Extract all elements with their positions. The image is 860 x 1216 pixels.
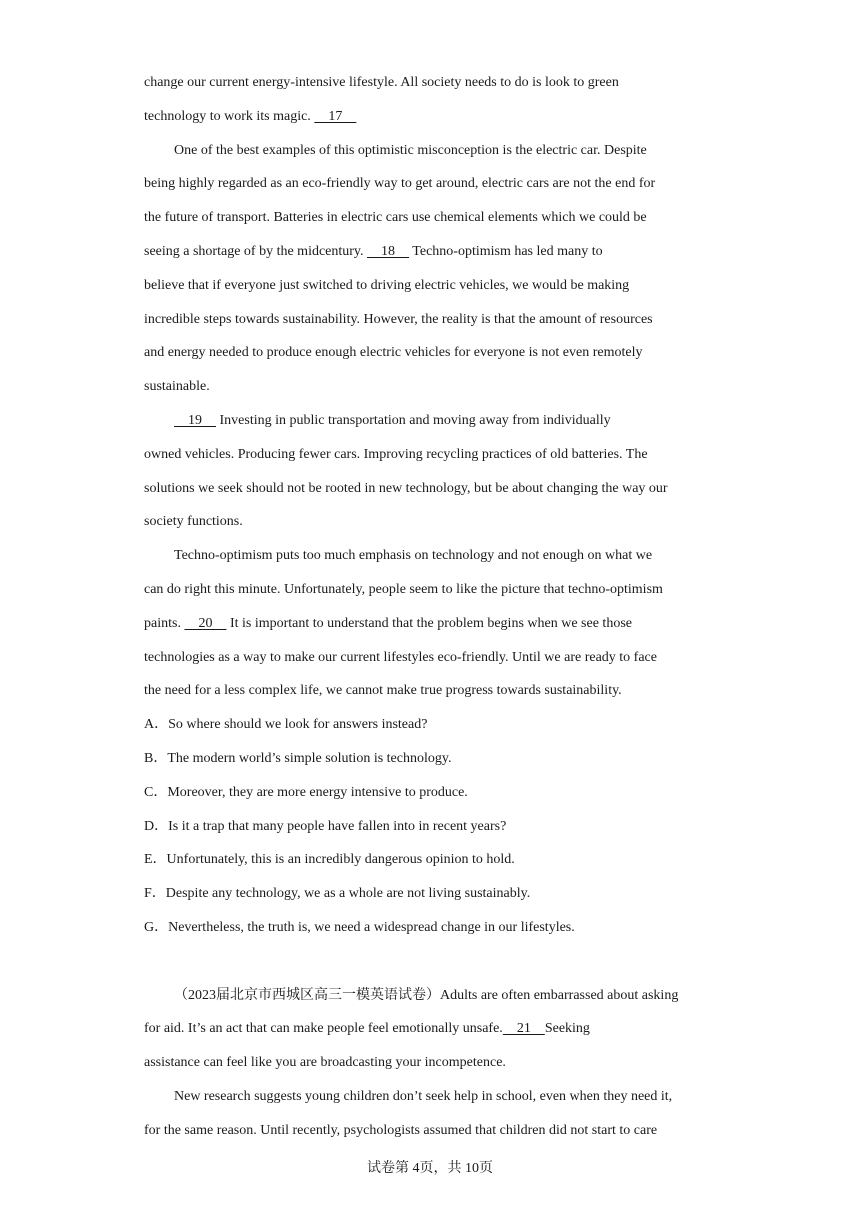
text-line: owned vehicles. Producing fewer cars. Improving recycling practices of old batteries. The (144, 446, 648, 462)
text-line: the need for a less complex life, we cannot make true progress towards sustainability. (144, 683, 622, 699)
blank-19: 19 (174, 412, 216, 428)
text-line: and energy needed to produce enough electric vehicles for everyone is not even remotely (144, 345, 643, 361)
text-line: change our current energy-intensive lifestyle. All society needs to do is look to green (144, 75, 619, 90)
text-segment: Seeking (544, 1021, 590, 1037)
text-segment: technology to work its magic. (144, 108, 315, 124)
text-line: can do right this minute. Unfortunately, people seem to like the picture that techno-optimism (144, 581, 663, 597)
option-g: G．Nevertheless, the truth is, we need a widespread change in our lifestyles. (144, 919, 575, 935)
section-gap (144, 945, 720, 979)
text-line: New research suggests young children don’t seek help in school, even when they need it, (174, 1088, 673, 1104)
text-line: incredible steps towards sustainability. However, the reality is that the amount of resources (144, 311, 653, 327)
option-f: F．Despite any technology, we as a whole are not living sustainably. (144, 886, 531, 902)
option-a: A．So where should we look for answers instead? (144, 717, 428, 733)
text-segment: seeing a shortage of by the midcentury. (144, 243, 368, 259)
text-line: believe that if everyone just switched to driving electric vehicles, we would be making (144, 277, 630, 293)
text-line (144, 235, 720, 269)
text-line: （2023届北京市西城区高三一模英语试卷）Adults are often embarrassed about asking (174, 987, 679, 1003)
option-e: E．Unfortunately, this is an incredibly dangerous opinion to hold. (144, 852, 515, 868)
text-line (144, 100, 720, 134)
text-line: for the same reason. Until recently, psychologists assumed that children did not start to care (144, 1122, 658, 1138)
text-segment: Investing in public transportation and moving away from individually (216, 412, 611, 428)
text-line: sustainable. (144, 379, 210, 395)
text-line: One of the best examples of this optimistic misconception is the electric car. Despite (174, 142, 647, 158)
blank-17: 17 (314, 108, 357, 124)
page-footer: 试卷第 4页，共 10页 (367, 1161, 493, 1176)
text-segment: paints. (144, 615, 185, 631)
text-line: society functions. (144, 514, 243, 530)
text-line: solutions we seek should not be rooted in new technology, but be about changing the way our (144, 480, 668, 496)
blank-18: 18 (367, 243, 410, 259)
text-line: the future of transport. Batteries in electric cars use chemical elements which we could be (144, 210, 647, 226)
text-line: technologies as a way to make our current lifestyles eco-friendly. Until we are ready to face (144, 649, 657, 665)
text-segment: It is important to understand that the problem begins when we see those (226, 615, 632, 631)
text-line (144, 607, 720, 641)
blank-21: 21 (502, 1021, 545, 1037)
option-b: B．The modern world’s simple solution is technology. (144, 750, 452, 766)
text-line: Techno-optimism puts too much emphasis on technology and not enough on what we (174, 548, 653, 564)
text-segment: for aid. It’s an act that can make people feel emotionally unsafe. (144, 1021, 503, 1037)
text-segment: Techno-optimism has led many to (409, 243, 603, 259)
option-d: D．Is it a trap that many people have fallen into in recent years? (144, 818, 507, 834)
text-line (144, 1012, 720, 1046)
passage-content (144, 66, 720, 1148)
text-line: assistance can feel like you are broadcasting your incompetence. (144, 1055, 506, 1071)
blank-20: 20 (184, 615, 227, 631)
text-line: being highly regarded as an eco-friendly way to get around, electric cars are not the end for (144, 176, 656, 192)
text-line (144, 404, 720, 438)
option-c: C．Moreover, they are more energy intensive to produce. (144, 784, 468, 800)
